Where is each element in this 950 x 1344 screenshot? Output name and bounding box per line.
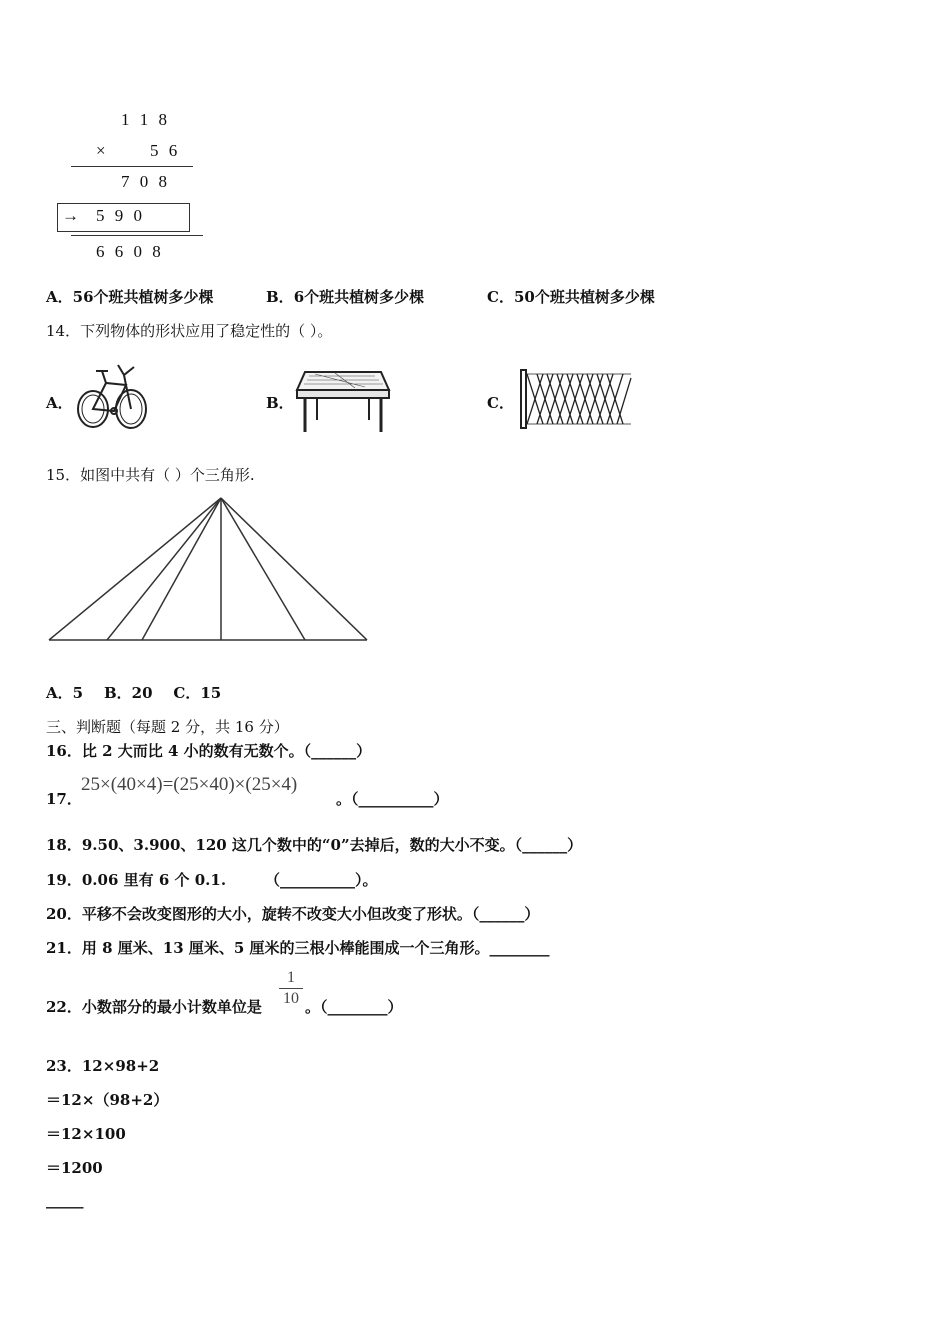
triangle-figure bbox=[40, 490, 380, 650]
q23-line-2: ＝12×（98+2） bbox=[46, 1091, 169, 1109]
q17-math-expression: 25×(40×4)=(25×40)×(25×4) bbox=[81, 774, 298, 795]
q22-stem: 22．小数部分的最小计数单位是 bbox=[46, 998, 262, 1016]
section-3-title: 三、判断题（每题 2 分，共 16 分） bbox=[46, 718, 289, 736]
table-icon bbox=[295, 368, 391, 434]
q13-option-b-text: 6个班共植树多少棵 bbox=[293, 288, 425, 306]
q13-option-b bbox=[266, 286, 424, 307]
q15-options: A．5 B．20 C．15 bbox=[46, 684, 222, 702]
q17-answer-blank[interactable]: 。（__________） bbox=[336, 790, 449, 808]
q19: 19．0.06 里有 6 个 0.1. bbox=[46, 871, 227, 889]
q14-option-c-letter: C． bbox=[487, 394, 514, 412]
q22-fraction-denominator: 10 bbox=[283, 990, 299, 1007]
q14-option-a-letter: A． bbox=[46, 394, 73, 412]
q22-answer-blank[interactable]: 。（________） bbox=[305, 998, 403, 1016]
lattice-gate-icon bbox=[519, 368, 635, 430]
q17-number: 17． bbox=[46, 790, 82, 808]
q14-stem: 14．下列物体的形状应用了稳定性的（ ）。 bbox=[46, 322, 333, 340]
q13-option-c bbox=[487, 286, 655, 307]
q20: 20．平移不会改变图形的大小，旋转不改变大小但改变了形状。（______） bbox=[46, 905, 540, 923]
q13-option-a-text: 56个班共植树多少棵 bbox=[72, 288, 214, 306]
bicycle-icon bbox=[74, 353, 150, 431]
mult-row-5: 6 6 0 8 bbox=[96, 242, 164, 261]
mult-row-4: 5 9 0 bbox=[96, 206, 145, 225]
q13-option-b-letter: B． bbox=[266, 288, 294, 306]
q22-fraction bbox=[279, 969, 303, 1008]
mult-arrow-icon: → bbox=[62, 206, 82, 225]
mult-row-2: 5 6 bbox=[150, 141, 181, 160]
q13-option-c-text: 50个班共植树多少棵 bbox=[513, 288, 655, 306]
q13-option-a bbox=[46, 286, 214, 307]
mult-row-1: 1 1 8 bbox=[121, 110, 170, 129]
q16: 16．比 2 大而比 4 小的数有无数个。（______） bbox=[46, 742, 372, 760]
q23-line-3: ＝12×100 bbox=[46, 1125, 126, 1143]
mult-line-2 bbox=[71, 235, 203, 236]
q14-option-b-letter: B． bbox=[266, 394, 294, 412]
q13-option-c-letter: C． bbox=[487, 288, 514, 306]
q15-stem: 15．如图中共有（ ）个三角形. bbox=[46, 466, 255, 484]
q19-answer-blank[interactable]: （__________）。 bbox=[265, 871, 378, 889]
q23-line-4: ＝1200 bbox=[46, 1159, 103, 1177]
q22-fraction-numerator: 1 bbox=[287, 969, 295, 986]
mult-row-3: 7 0 8 bbox=[121, 172, 170, 191]
q18: 18．9.50、3.900、120 这几个数中的“0”去掉后，数的大小不变。（______） bbox=[46, 836, 583, 854]
q23-line-1: 23．12×98+2 bbox=[46, 1057, 160, 1075]
q23-answer-blank[interactable]: _____ bbox=[46, 1191, 84, 1209]
q21: 21．用 8 厘米、13 厘米、5 厘米的三根小棒能围成一个三角形。________ bbox=[46, 939, 550, 957]
mult-times-sign: × bbox=[96, 141, 109, 160]
q22-fraction-bar bbox=[279, 988, 303, 989]
q13-option-a-letter: A． bbox=[46, 288, 73, 306]
mult-line-1 bbox=[71, 166, 193, 167]
